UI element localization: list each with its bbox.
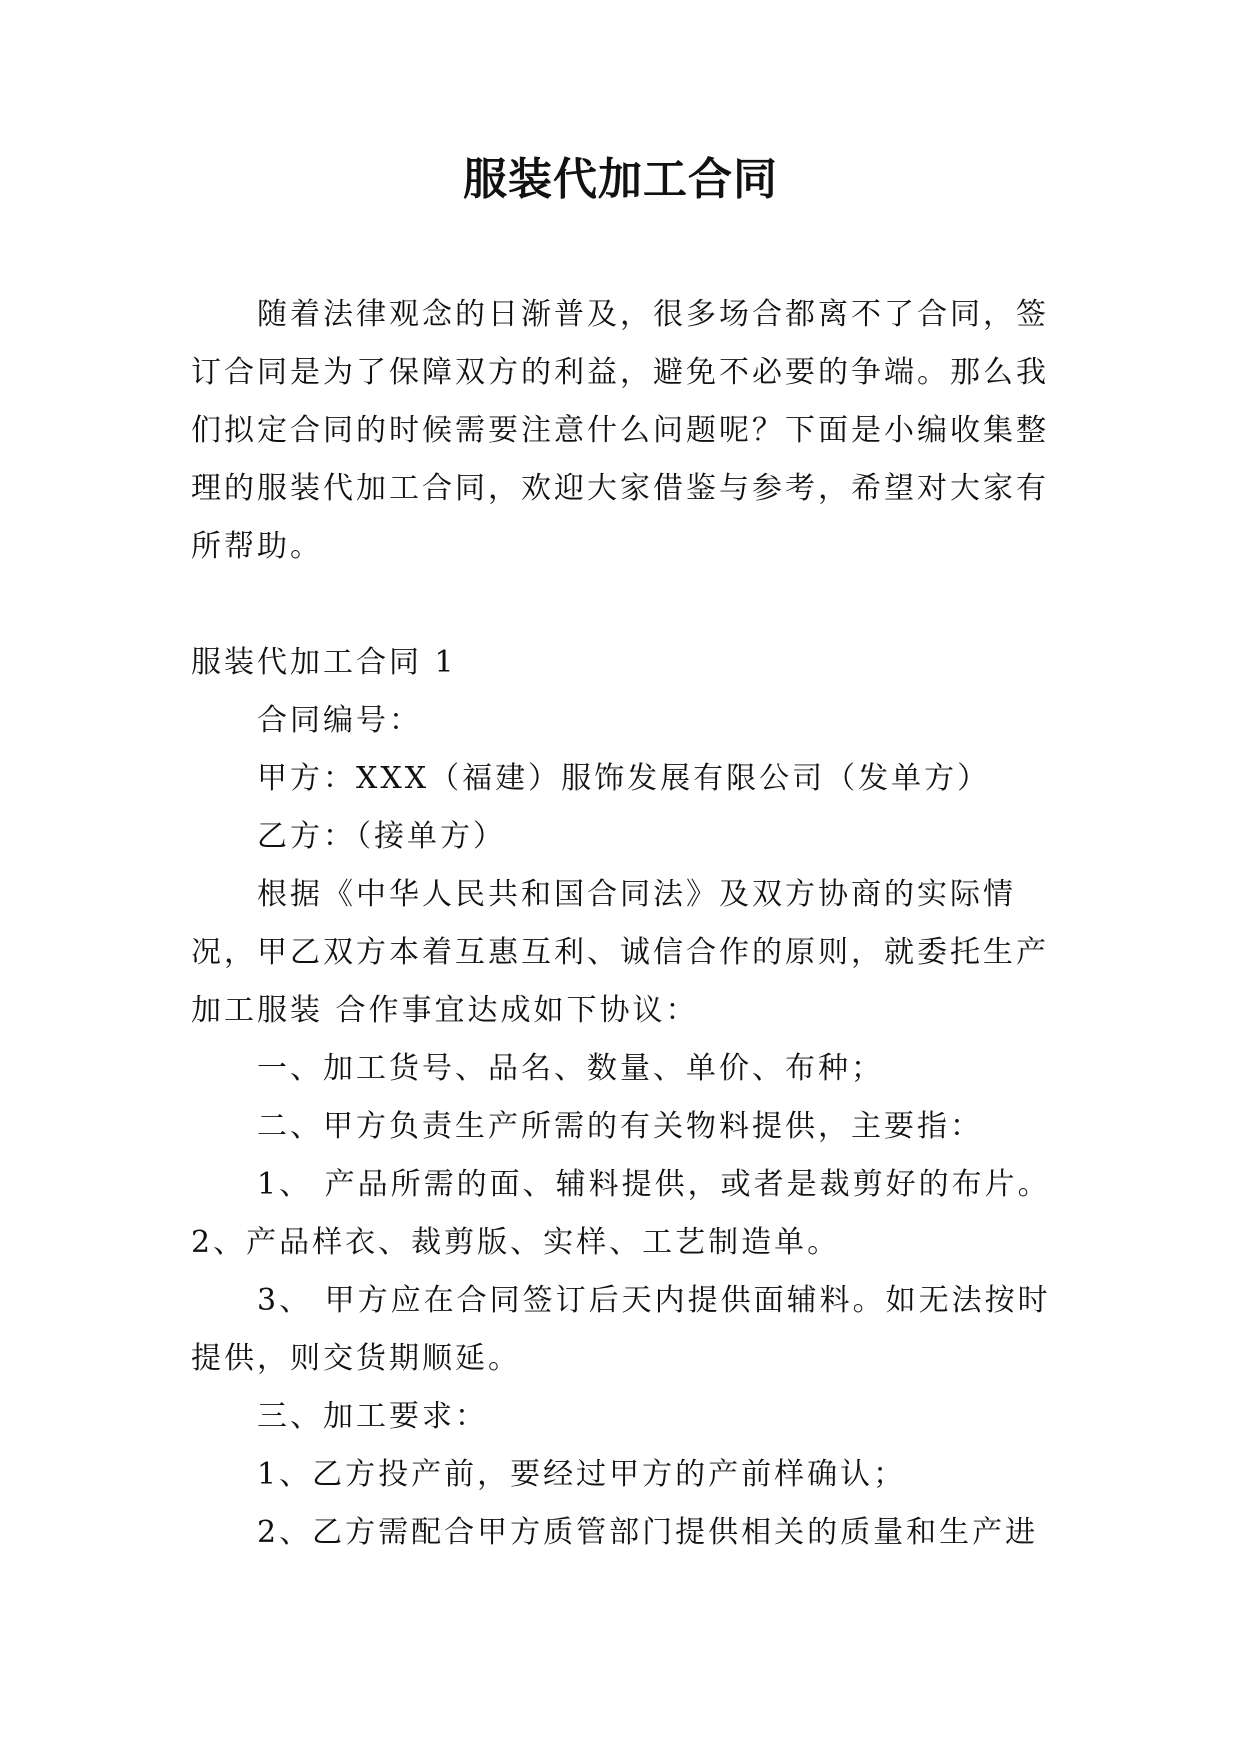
contract-section: [191, 634, 1051, 1562]
clause-2-item-1: 1、 产品所需的面、辅料提供，或者是裁剪好的布片。2、产品样衣、裁剪版、实样、工艺制造单。: [191, 1167, 1051, 1260]
section-heading: 服装代加工合同 1: [191, 645, 457, 680]
party-a-line: 甲方：XXX（福建）服饰发展有限公司（发单方）: [257, 761, 991, 796]
clause-2-heading: 二、甲方负责生产所需的有关物料提供，主要指：: [257, 1109, 983, 1144]
clause-3-item-1: 1、乙方投产前，要经过甲方的产前样确认；: [257, 1457, 907, 1492]
clause-2-item-3: 3、 甲方应在合同签订后天内提供面辅料。如无法按时提供，则交货期顺延。: [191, 1283, 1051, 1376]
clause-1-heading: 一、加工货号、品名、数量、单价、布种；: [257, 1051, 884, 1086]
agreement-basis-paragraph: 根据《中华人民共和国合同法》及双方协商的实际情况，甲乙双方本着互惠互利、诚信合作的原则，就委托生产加工服装 合作事宜达成如下协议：: [191, 877, 1049, 1028]
clause-3-heading: 三、加工要求：: [257, 1399, 488, 1434]
contract-number-line: 合同编号：: [257, 703, 422, 738]
party-b-line: 乙方：（接单方）: [257, 819, 506, 854]
intro-paragraph: 随着法律观念的日渐普及，很多场合都离不了合同，签订合同是为了保障双方的利益，避免不必要的争端。那么我们拟定合同的时候需要注意什么问题呢？下面是小编收集整理的服装代加工合同，欢迎大家借鉴与参考，希望对大家有所帮助。: [191, 297, 1049, 564]
clause-3-item-2: 2、乙方需配合甲方质管部门提供相关的质量和生产进: [257, 1515, 1039, 1550]
document-title: 服装代加工合同: [463, 154, 778, 205]
